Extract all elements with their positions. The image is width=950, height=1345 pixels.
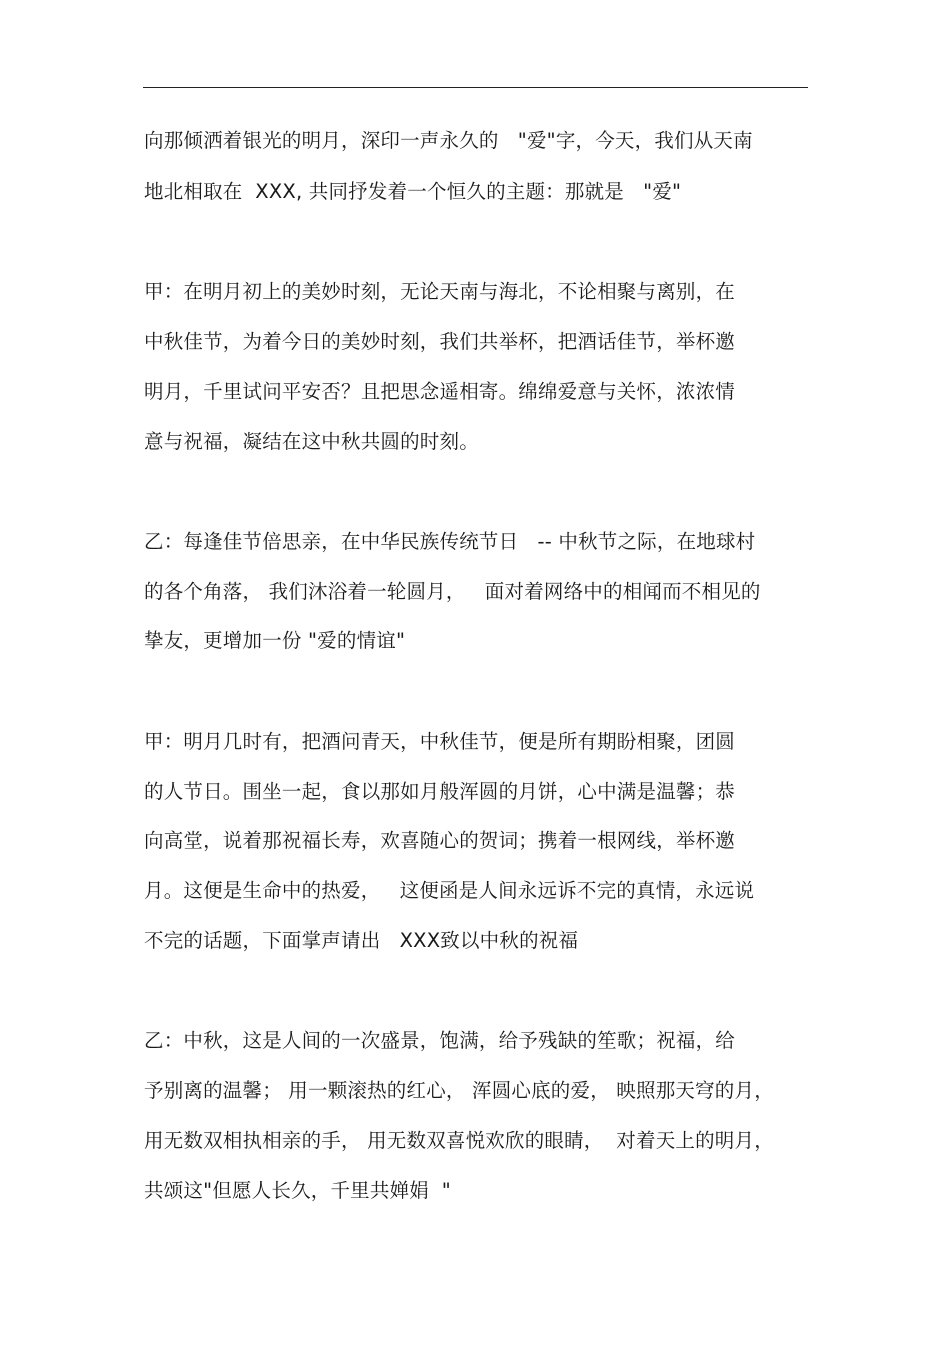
paragraph-1-line-1: 向那倾洒着银光的明月，深印一声永久的 "爱"字，今天，我们从天南	[144, 129, 753, 152]
paragraph-3-line-2: 的各个角落， 我们沐浴着一轮圆月， 面对着网络中的相闻而不相见的	[144, 580, 761, 603]
paragraph-3-line-1: 乙：每逢佳节倍思亲，在中华民族传统节日 -- 中秋节之际，在地球村	[144, 530, 756, 553]
header-rule	[143, 87, 808, 88]
paragraph-5-line-4: 共颂这"但愿人长久，千里共婵娟 "	[144, 1179, 451, 1202]
paragraph-4-line-2: 的人节日。围坐一起，食以那如月般浑圆的月饼，心中满是温馨；恭	[144, 780, 736, 803]
paragraph-4-line-4: 月。这便是生命中的热爱， 这便函是人间永远诉不完的真情，永远说	[144, 879, 755, 902]
paragraph-3-line-3: 挚友，更增加一份 "爱的情谊"	[144, 629, 406, 652]
paragraph-2-line-2: 中秋佳节，为着今日的美妙时刻，我们共举杯，把酒话佳节，举杯邀	[144, 330, 736, 353]
paragraph-2-line-4: 意与祝福，凝结在这中秋共圆的时刻。	[144, 430, 479, 453]
paragraph-1-line-2: 地北相取在 XXX, 共同抒发着一个恒久的主题：那就是 "爱"	[144, 180, 682, 203]
paragraph-5-line-3: 用无数双相执相亲的手， 用无数双喜悦欢欣的眼睛， 对着天上的明月，	[144, 1129, 774, 1152]
paragraph-4-line-5: 不完的话题，下面掌声请出 XXX致以中秋的祝福	[144, 929, 579, 952]
paragraph-2-line-1: 甲：在明月初上的美妙时刻，无论天南与海北，不论相聚与离别，在	[144, 280, 736, 303]
paragraph-4-line-1: 甲：明月几时有，把酒问青天，中秋佳节，便是所有期盼相聚，团圆	[144, 730, 736, 753]
paragraph-4-line-3: 向高堂，说着那祝福长寿，欢喜随心的贺词；携着一根网线，举杯邀	[144, 829, 736, 852]
paragraph-5-line-1: 乙：中秋，这是人间的一次盛景，饱满，给予残缺的笙歌；祝福，给	[144, 1029, 736, 1052]
paragraph-2-line-3: 明月，千里试问平安否？且把思念遥相寄。绵绵爱意与关怀，浓浓情	[144, 380, 736, 403]
paragraph-5-line-2: 予别离的温馨； 用一颗滚热的红心， 浑圆心底的爱， 映照那天穹的月，	[144, 1079, 774, 1102]
